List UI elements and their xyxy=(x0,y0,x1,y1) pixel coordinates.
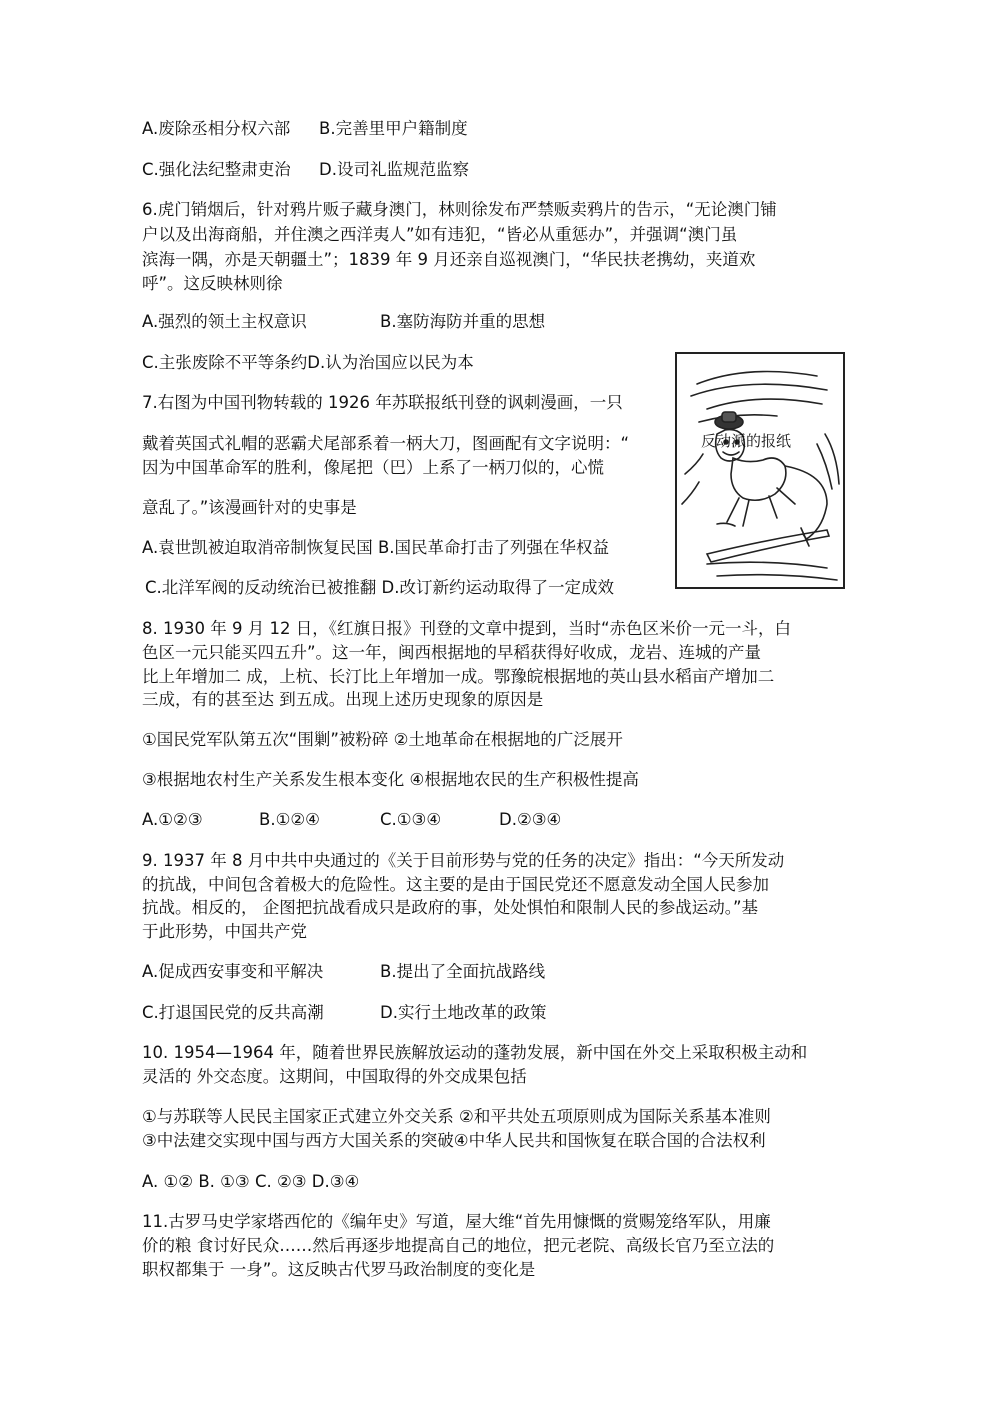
q10-stem-line: 10. 1954—1964 年，随着世界民族解放运动的蓬勃发展，新中国在外交上采取积极主动和 xyxy=(142,1043,808,1062)
cartoon-drawing xyxy=(677,354,843,587)
cartoon-caption: 反动派的报纸 xyxy=(701,432,792,450)
q11-stem-line: 11.古罗马史学家塔西佗的《编年史》写道，屋大维“首先用慷慨的赏赐笼络军队，用廉 xyxy=(142,1212,771,1231)
q8-option-d: D.②③④ xyxy=(499,810,562,829)
q7-options-cd: C.北洋军阀的反动统治已被推翻 D.改订新约运动取得了一定成效 xyxy=(145,578,614,597)
q10-item-line: ③中法建交实现中国与西方大国关系的突破④中华人民共和国恢复在联合国的合法权利 xyxy=(142,1131,766,1150)
q10-stem-line: 灵活的 外交态度。这期间，中国取得的外交成果包括 xyxy=(142,1067,527,1086)
q9-stem-line: 的抗战，中间包含着极大的危险性。这主要的是由于国民党还不愿意发动全国人民参加 xyxy=(142,875,769,894)
q7-stem-line: 7.右图为中国刊物转载的 1926 年苏联报纸刊登的讽刺漫画，一只 xyxy=(142,393,623,412)
q8-option-b: B.①②④ xyxy=(259,810,320,829)
q8-option-c: C.①③④ xyxy=(380,810,442,829)
q7-stem-line: 意乱了。”该漫画针对的史事是 xyxy=(142,498,357,517)
q8-stem-line: 色区一元只能买四五升”。这一年，闽西根据地的早稻获得好收成，龙岩、连城的产量 xyxy=(142,643,762,662)
q8-stem-line: 三成，有的甚至达 到五成。出现上述历史现象的原因是 xyxy=(142,690,544,709)
q5-option-a: A.废除丞相分权六部 xyxy=(142,119,291,138)
q6-options-cd: C.主张废除不平等条约D.认为治国应以民为本 xyxy=(142,353,474,372)
q11-stem-line: 价的粮 食讨好民众……然后再逐步地提高自己的地位，把元老院、高级长官乃至立法的 xyxy=(142,1236,775,1255)
q5-option-c: C.强化法纪整肃吏治 xyxy=(142,160,291,179)
q6-stem-line: 户以及出海商船，并住澳之西洋夷人”如有违犯，“皆必从重惩办”，并强调“澳门虽 xyxy=(142,225,738,244)
q7-stem-line: 因为中国革命军的胜利，像尾把（巴）上系了一柄刀似的，心慌 xyxy=(142,458,604,477)
q8-stem-line: 比上年增加二 成，上杭、长汀比上年增加一成。鄂豫皖根据地的英山县水稻亩产增加二 xyxy=(142,667,775,686)
q9-stem-line: 9. 1937 年 8 月中共中央通过的《关于目前形势与党的任务的决定》指出：“今天所发动 xyxy=(142,851,785,870)
q9-stem-line: 抗战。相反的， 企图把抗战看成只是政府的事，处处惧怕和限制人民的参战运动。”基 xyxy=(142,898,759,917)
q6-stem-line: 滨海一隅，亦是天朝疆土”；1839 年 9 月还亲自巡视澳门，“华民扶老携幼，夹道欢 xyxy=(142,250,756,269)
q10-options: A. ①② B. ①③ C. ②③ D.③④ xyxy=(142,1172,360,1191)
satirical-cartoon xyxy=(675,352,845,589)
q7-stem-line: 戴着英国式礼帽的恶霸犬尾部系着一柄大刀，图画配有文字说明：“ xyxy=(142,434,630,453)
q6-option-b: B.塞防海防并重的思想 xyxy=(380,312,546,331)
q9-stem-line: 于此形势，中国共产党 xyxy=(142,922,307,941)
q9-option-b: B.提出了全面抗战路线 xyxy=(380,962,546,981)
q5-option-b: B.完善里甲户籍制度 xyxy=(319,119,468,138)
q9-option-a: A.促成西安事变和平解决 xyxy=(142,962,324,981)
q9-option-c: C.打退国民党的反共高潮 xyxy=(142,1003,324,1022)
q8-item-line: ①国民党军队第五次“围剿”被粉碎 ②土地革命在根据地的广泛展开 xyxy=(142,730,623,749)
q10-item-line: ①与苏联等人民民主国家正式建立外交关系 ②和平共处五项原则成为国际关系基本准则 xyxy=(142,1107,771,1126)
q11-stem-line: 职权都集于 一身”。这反映古代罗马政治制度的变化是 xyxy=(142,1260,536,1279)
q8-stem-line: 8. 1930 年 9 月 12 日，《红旗日报》刊登的文章中提到，当时“赤色区米价一元一斗，白 xyxy=(142,619,791,638)
q6-stem-line: 6.虎门销烟后，针对鸦片贩子藏身澳门，林则徐发布严禁贩卖鸦片的告示，“无论澳门铺 xyxy=(142,200,777,219)
q5-option-d: D.设司礼监规范监察 xyxy=(319,160,469,179)
q9-option-d: D.实行土地改革的政策 xyxy=(380,1003,547,1022)
q6-stem-line: 呼”。这反映林则徐 xyxy=(142,274,283,293)
q8-option-a: A.①②③ xyxy=(142,810,203,829)
q7-options-ab: A.袁世凯被迫取消帝制恢复民国 B.国民革命打击了列强在华权益 xyxy=(142,538,610,557)
q8-item-line: ③根据地农村生产关系发生根本变化 ④根据地农民的生产积极性提高 xyxy=(142,770,639,789)
q6-option-a: A.强烈的领土主权意识 xyxy=(142,312,307,331)
